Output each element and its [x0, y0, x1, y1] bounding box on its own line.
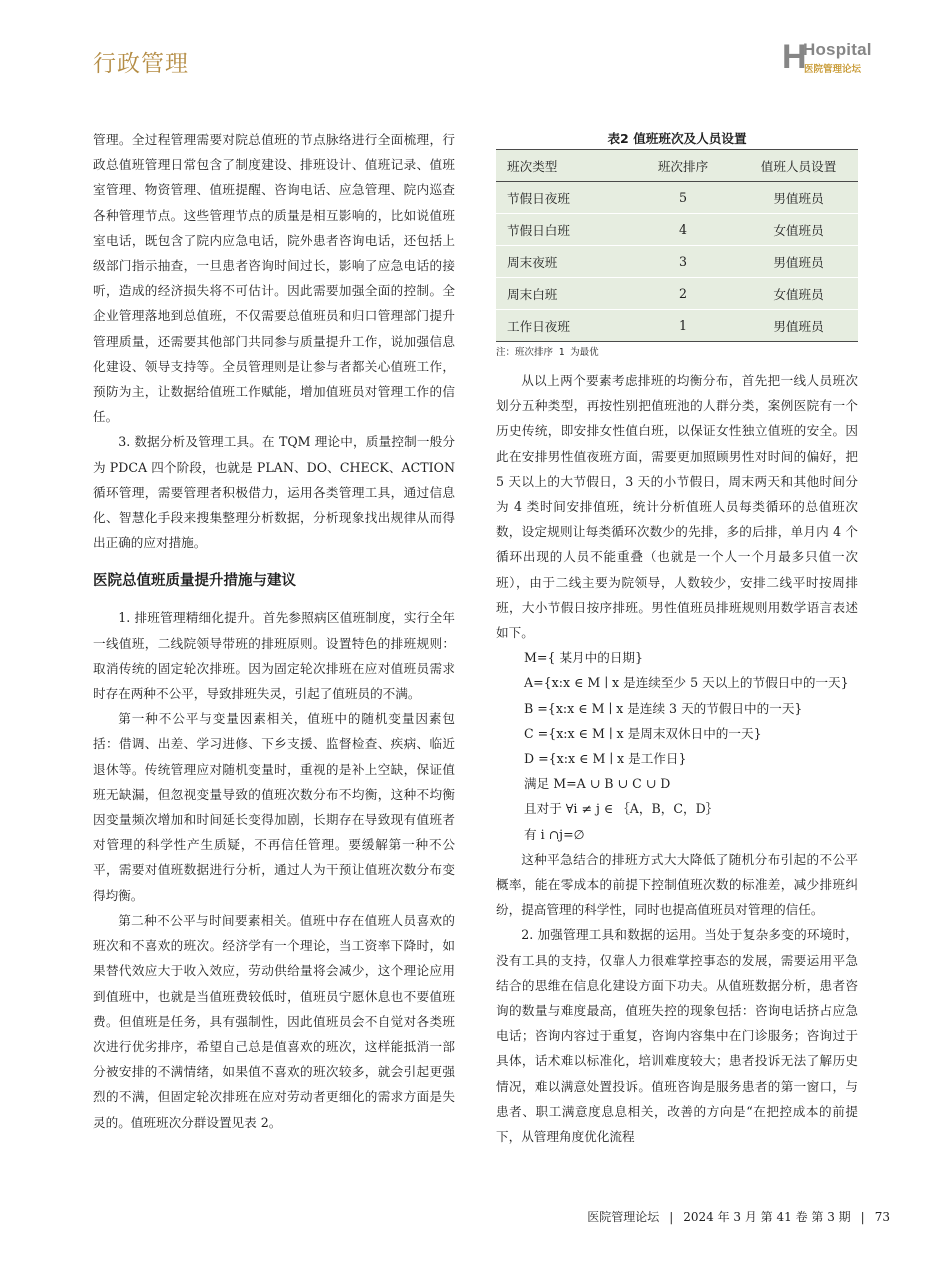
table-row — [496, 310, 858, 342]
table-note: 注：班次排序 1 为最优 — [496, 347, 599, 358]
table-cell: 周末白班 — [496, 278, 627, 310]
column-header: 班次排序 — [627, 150, 739, 182]
math-line: 且对于 ∀i ≠ j ∈ ｛A，B，C，D｝ — [524, 801, 719, 817]
table-cell: 4 — [627, 214, 739, 246]
journal-logo — [782, 38, 872, 76]
column-header: 值班人员设置 — [739, 150, 858, 182]
paragraph: 第一种不公平与变量因素相关，值班中的随机变量因素包括：借调、出差、学习进修、下乡支援、监督检查、疾病、临近退休等。传统管理应对随机变量时，重视的是补上空缺，保证值班无缺漏，但忽视变量导致的值班次数分布不均衡，这种不均衡因变量频次增加和时间延长变得加剧，长期存在导致现有值班者对管理的科学性产生质疑，不再信任管理。要缓解第一种不公平，需要对值班数据进行分析，通过人为干预让值班次数分布变得均衡。 — [93, 711, 455, 903]
section-heading: 医院总值班质量提升措施与建议 — [93, 573, 296, 590]
footer-separator: | — [669, 1210, 674, 1224]
math-line: 满足 M=A ∪ B ∪ C ∪ D — [524, 776, 671, 792]
column-header: 班次类型 — [496, 150, 627, 182]
logo-main-text: Hospital — [803, 40, 872, 59]
section-title: 行政管理 — [93, 51, 189, 77]
table-cell: 工作日夜班 — [496, 310, 627, 342]
math-line: A={x:x ∈ M ∣ x 是连续至少 5 天以上的节假日中的一天} — [524, 675, 849, 691]
table-row — [496, 278, 858, 310]
math-line: 有 i ∩j=∅ — [524, 826, 585, 842]
paragraph: 2. 加强管理工具和数据的运用。当处于复杂多变的环境时，没有工具的支持，仅靠人力很难掌控事态的发展，需要运用平急结合的思维在信息化建设方面下功夫。从值班数据分析，患者咨询的数量与难度最高，值班失控的现象包括：咨询电话挤占应急电话；咨询内容过于重复，咨询内容集中在门诊服务；咨询过于具体，话术难以标准化，培训难度较大；患者投诉无法了解历史情况，难以满意处置投诉。值班咨询是服务患者的第一窗口，与患者、职工满意度息息相关，改善的方向是“在把控成本的前提下，从管理角度优化流程 — [496, 927, 858, 1145]
table-row — [496, 182, 858, 214]
math-line: M={ 某月中的日期} — [524, 650, 644, 666]
table-cell: 5 — [627, 182, 739, 214]
table-cell: 周末夜班 — [496, 246, 627, 278]
table-row — [496, 246, 858, 278]
table-cell: 女值班员 — [739, 278, 858, 310]
table-header-row — [496, 150, 858, 182]
paragraph: 管理。全过程管理需要对院总值班的节点脉络进行全面梳理，行政总值班管理日常包含了制度建设、排班设计、值班记录、值班室管理、物资管理、值班提醒、咨询电话、应急管理、院内巡查各种管理节点。这些管理节点的质量是相互影响的，比如说值班室电话，既包含了院内应急电话，院外患者咨询电话，还包括上级部门指示抽查，一旦患者咨询时间过长，影响了应急电话的接听，造成的经济损失将不可估计。因此需要加强全面的控制。全企业管理落地到总值班，不仅需要总值班员和归口管理部门提升管理质量，还需要其他部门共同参与质量提升工作，说加强信息化建设、领导支持等。全员管理则是让参与者都关心值班工作，预防为主，让数据给值班工作赋能，增加值班员对管理工作的信任。 — [93, 132, 455, 425]
table-cell: 男值班员 — [739, 246, 858, 278]
table-cell: 2 — [627, 278, 739, 310]
left-column — [93, 127, 455, 1135]
paragraph: 这种平急结合的排班方式大大降低了随机分布引起的不公平概率，能在零成本的前提下控制值班次数的标准差，减少排班纠纷，提高管理的科学性，同时也提高值班员对管理的信任。 — [496, 851, 858, 918]
footer-separator: | — [860, 1210, 865, 1224]
paragraph: 1. 排班管理精细化提升。首先参照病区值班制度，实行全年一线值班，二线院领导带班的排班原则。设置特色的排班规则：取消传统的固定轮次排班。因为固定轮次排班在应对值班员需求时存在两种不公平，导致排班失灵，引起了值班员的不满。 — [93, 610, 455, 702]
logo-sub-text: 医院管理论坛 — [804, 64, 862, 75]
table-cell: 男值班员 — [739, 310, 858, 342]
shift-table — [496, 149, 858, 342]
math-line: B ={x:x ∈ M ∣ x 是连续 3 天的节假日中的一天} — [524, 700, 803, 716]
shift-table-block — [496, 128, 858, 360]
table-cell: 3 — [627, 246, 739, 278]
page-footer — [587, 1208, 890, 1225]
table-row — [496, 214, 858, 246]
math-line: C ={x:x ∈ M ∣ x 是周末双休日中的一天} — [524, 725, 762, 741]
table-cell: 女值班员 — [739, 214, 858, 246]
logo-h-letter: H — [782, 38, 807, 76]
paragraph: 从以上两个要素考虑排班的均衡分布，首先把一线人员班次划分五种类型，再按性别把值班池的人群分类，案例医院有一个历史传统，即安排女性值白班，以保证女性独立值班的安全。因此在安排男性值夜班方面，需要更加照顾男性对时间的偏好，把 5 天以上的大节假日，3 天的小节假日，周末两天和其他时间分为 4 类时间安排值班，统计分析值班人员每类循环的总值班次数，设定规则让每类循环次数少的先排，多的后排，单月内 4 个循环出现的人员不能重叠（也就是一个人一个月最多只值一次班），由于二线主要为院领导，人数较少，安排二线平时按周排班，大小节假日按序排班。男性值班员排班规则用数学语言表述如下。 — [496, 373, 858, 641]
paragraph: 第二种不公平与时间要素相关。值班中存在值班人员喜欢的班次和不喜欢的班次。经济学有一个理论，当工资率下降时，如果替代效应大于收入效应，劳动供给量将会减少，这个理论应用到值班中，也就是当值班费较低时，值班员宁愿休息也不要值班费。但值班是任务，具有强制性，因此值班员会不自觉对各类班次进行优劣排序，希望自己总是值喜欢的班次，这样能抵消一部分被安排的不满情绪，如果值不喜欢的班次较多，就会引起更强烈的不满，但固定轮次排班在应对劳动者更细化的需求方面是失灵的。值班班次分群设置见表 2。 — [93, 912, 455, 1130]
table-cell: 男值班员 — [739, 182, 858, 214]
math-line: D ={x:x ∈ M ∣ x 是工作日} — [524, 751, 687, 767]
footer-journal-name: 医院管理论坛 — [587, 1210, 660, 1224]
table-cell: 节假日白班 — [496, 214, 627, 246]
footer-issue: 2024 年 3 月 第 41 卷 第 3 期 — [683, 1210, 851, 1224]
table-cell: 1 — [627, 310, 739, 342]
table-cell: 节假日夜班 — [496, 182, 627, 214]
table-caption: 表2 值班班次及人员设置 — [607, 131, 747, 146]
page-number: 73 — [874, 1210, 890, 1224]
right-column — [496, 368, 858, 1149]
paragraph: 3. 数据分析及管理工具。在 TQM 理论中，质量控制一般分为 PDCA 四个阶段，也就是 PLAN、DO、CHECK、ACTION 循环管理，需要管理者积极借力，运用各类管理工具，通过信息化、智慧化手段来搜集整理分析数据，分析现象找出规律从而得出正确的应对措施。 — [93, 434, 455, 551]
